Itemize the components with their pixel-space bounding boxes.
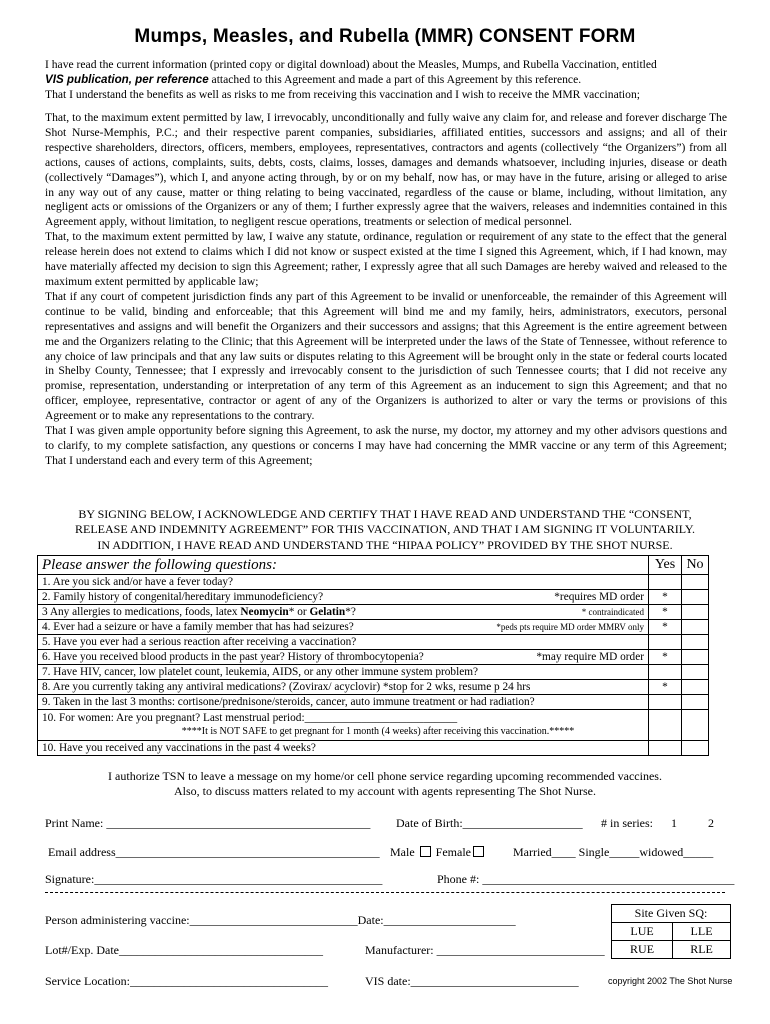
- no-cell[interactable]: [682, 605, 709, 620]
- signature-field[interactable]: Signature:________________________________________________: [45, 872, 383, 886]
- pregnancy-warning: ****It is NOT SAFE to get pregnant for 1 month (4 weeks) after receiving this vaccination.*****: [181, 726, 575, 737]
- yes-cell[interactable]: *: [649, 590, 682, 605]
- gelatin-text: Gelatin: [309, 606, 346, 618]
- male-label: Male: [390, 845, 415, 859]
- no-cell[interactable]: [682, 695, 709, 710]
- intro-section: [45, 58, 727, 103]
- site-option-lue[interactable]: LUE: [612, 923, 673, 941]
- series-option-1[interactable]: 1: [671, 816, 677, 830]
- table-row: [38, 695, 709, 710]
- yes-cell[interactable]: *: [649, 650, 682, 665]
- yes-cell[interactable]: [649, 710, 682, 741]
- paragraph-statute: That, to the maximum extent permitted by law, I waive any statute, ordinance, regulation or requirement of any state to the effect that the general release herein does not extend to claims which I did not know or suspect existed at the time I signed this Agreement, which, if I had known, may have materially affected my decision to sign this Agreement; rather, I expressly agree that all such Damages are hereby waived and released to the maximum extent permitted by applicable law;: [45, 230, 727, 288]
- series-option-2[interactable]: 2: [708, 816, 714, 830]
- no-cell[interactable]: [682, 575, 709, 590]
- question-cell: [38, 620, 649, 635]
- marital-status-field[interactable]: Married____ Single_____widowed_____: [513, 845, 714, 859]
- table-row: [38, 620, 709, 635]
- question-note: *peds pts require MD order MMRV only: [496, 622, 644, 632]
- question-text: 4. Ever had a seizure or have a family member that has had seizures?: [42, 621, 354, 633]
- table-row: [38, 710, 709, 741]
- question-text: 3 Any allergies to medications, foods, latex: [42, 606, 241, 618]
- yes-cell[interactable]: [649, 665, 682, 680]
- authorization-line-1: I authorize TSN to leave a message on my home/or cell phone service regarding upcoming recommended vaccines.: [108, 769, 662, 783]
- site-option-rue[interactable]: RUE: [612, 941, 673, 959]
- questions-table: [37, 555, 709, 756]
- table-row: [38, 605, 709, 620]
- acknowledgement: [35, 507, 735, 553]
- vis-date-field[interactable]: VIS date:____________________________: [365, 974, 579, 988]
- no-cell[interactable]: [682, 710, 709, 741]
- intro-line-2: [45, 73, 727, 88]
- question-note: * contraindicated: [581, 607, 644, 617]
- female-checkbox[interactable]: [473, 846, 484, 857]
- question-text: 9. Taken in the last 3 months: cortisone/prednisone/steroids, cancer, auto immune treatment or had radiation?: [38, 695, 649, 710]
- intro-line-3: That I understand the benefits as well as risks to me from receiving this vaccination and I wish to receive the MMR vaccination;: [45, 87, 640, 101]
- yes-cell[interactable]: [649, 575, 682, 590]
- site-given-title: Site Given SQ:: [612, 905, 731, 923]
- table-row: [38, 590, 709, 605]
- question-text: 8. Are you currently taking any antiviral medications? (Zovirax/ acyclovir) *stop for 2 wks, resume p 24 hrs: [38, 680, 649, 695]
- yes-cell[interactable]: *: [649, 605, 682, 620]
- gender-selection: [390, 845, 486, 860]
- yes-cell[interactable]: [649, 635, 682, 650]
- yes-header: Yes: [649, 556, 682, 575]
- vis-reference: VIS publication, per reference: [45, 72, 209, 86]
- email-field[interactable]: Email address____________________________________________: [48, 845, 380, 859]
- table-row: [38, 741, 709, 756]
- no-cell[interactable]: [682, 665, 709, 680]
- administering-field[interactable]: Person administering vaccine:____________________________Date:______________________: [45, 913, 516, 927]
- divider: [45, 892, 725, 893]
- yes-cell[interactable]: *: [649, 680, 682, 695]
- release-terms: [45, 111, 727, 469]
- no-cell[interactable]: [682, 741, 709, 756]
- table-row: [38, 635, 709, 650]
- ack-line-2: RELEASE AND INDEMNITY AGREEMENT” FOR THIS VACCINATION, AND THAT I AM SIGNING IT VOLUNTARILY.: [75, 522, 695, 537]
- site-given-table: [611, 904, 731, 959]
- table-row: [38, 680, 709, 695]
- question-text: 2. Family history of congenital/hereditary immunodeficiency?: [42, 591, 324, 603]
- print-name-field[interactable]: Print Name: ____________________________________________: [45, 816, 371, 830]
- table-row: [38, 575, 709, 590]
- ack-line-3: IN ADDITION, I HAVE READ AND UNDERSTAND THE “HIPAA POLICY” PROVIDED BY THE SHOT NURSE.: [97, 537, 673, 552]
- question-cell: [38, 710, 649, 741]
- no-header: No: [682, 556, 709, 575]
- phone-field[interactable]: Phone #: __________________________________________: [437, 872, 735, 886]
- question-text: 5. Have you ever had a serious reaction after receiving a vaccination?: [38, 635, 649, 650]
- question-text-mid: * or: [288, 606, 310, 618]
- yes-cell[interactable]: [649, 695, 682, 710]
- page-title: Mumps, Measles, and Rubella (MMR) CONSENT FORM: [134, 26, 636, 47]
- no-cell[interactable]: [682, 590, 709, 605]
- site-option-lle[interactable]: LLE: [673, 923, 731, 941]
- site-option-rle[interactable]: RLE: [673, 941, 731, 959]
- dob-field[interactable]: Date of Birth:____________________: [396, 816, 583, 830]
- question-text: 10. Have you received any vaccinations in the past 4 weeks?: [38, 741, 649, 756]
- service-location-field[interactable]: Service Location:_________________________________: [45, 974, 328, 988]
- yes-cell[interactable]: [649, 741, 682, 756]
- question-cell: [38, 605, 649, 620]
- questions-header-row: [38, 556, 709, 575]
- question-text: 7. Have HIV, cancer, low platelet count, leukemia, AIDS, or any other immune system problem?: [38, 665, 649, 680]
- male-checkbox[interactable]: [420, 846, 431, 857]
- neomycin-text: Neomycin: [240, 606, 289, 618]
- question-text: 6. Have you received blood products in the past year? History of thrombocytopenia?: [42, 651, 424, 663]
- intro-line-2-rest: attached to this Agreement and made a part of this Agreement by this reference.: [208, 72, 582, 86]
- question-text: 1. Are you sick and/or have a fever today?: [38, 575, 649, 590]
- no-cell[interactable]: [682, 620, 709, 635]
- question-text-post: *?: [345, 606, 356, 618]
- manufacturer-field[interactable]: Manufacturer: ____________________________: [365, 943, 605, 957]
- intro-line-1: I have read the current information (printed copy or digital download) about the Measles, Mumps, and Rubella Vaccination, entitled: [45, 58, 657, 71]
- table-row: [38, 650, 709, 665]
- questions-header: Please answer the following questions:: [38, 556, 649, 575]
- question-note: *requires MD order: [554, 591, 644, 603]
- question-text: 10. For women: Are you pregnant? Last menstrual period:___________________________: [42, 712, 458, 724]
- paragraph-opportunity: That I was given ample opportunity before signing this Agreement, to ask the nurse, my doctor, my attorney and my other advisors questions and to clarify, to my complete satisfaction, any questions or concerns I may have had concerning the MMR vaccine or any term of this Agreement; That I understand each and every term of this Agreement;: [45, 424, 727, 467]
- female-label: Female: [435, 845, 471, 859]
- authorization: [0, 769, 770, 800]
- table-row: [38, 665, 709, 680]
- question-cell: [38, 650, 649, 665]
- paragraph-jurisdiction: That if any court of competent jurisdiction finds any part of this Agreement to be invalid or unenforceable, the remainder of this Agreement will continue to be valid, binding and enforceable; that this Agreement will bind me and my family, heirs, administrators, executors, personal representatives and assigns and will benefit the Organizers and their successors and assigns; that this Agreement is the entire agreement between me and the Organizers relating to the Clinic; that this Agreement will be interpreted under the laws of the State of Tennessee, without reference to any choice of law principals and that any law suits or disputes relating to this Agreement will be brought only in the state or federal courts located in Shelby County, Tennessee; that I expressly and irrevocably consent to the jurisdiction of such Tennessee courts; that I did not receive any promise, representation, understanding or interpretation of any term of this Agreement as an inducement to sign this Agreement; and that no officer, employee, representative, contractor or agent of any of the Organizers is authorized to alter or vary the terms or provisions of this Agreement or to make any representations to the contrary.: [45, 289, 727, 423]
- no-cell[interactable]: [682, 635, 709, 650]
- ack-line-1: BY SIGNING BELOW, I ACKNOWLEDGE AND CERTIFY THAT I HAVE READ AND UNDERSTAND THE “CONSENT,: [78, 507, 692, 521]
- question-note: *may require MD order: [536, 651, 644, 663]
- copyright: copyright 2002 The Shot Nurse: [608, 976, 733, 986]
- no-cell[interactable]: [682, 680, 709, 695]
- yes-cell[interactable]: *: [649, 620, 682, 635]
- paragraph-waiver: That, to the maximum extent permitted by law, I irrevocably, unconditionally and fully waive any claim for, and release and forever discharge The Shot Nurse-Memphis, P.C.; and their respective parent companies, subsidiaries, affiliated entities, successors and assigns; and all of their respective shareholders, directors, officers, members, employees, representatives, contractors and agents (collectively “the Organizers”) from all actions, causes of actions, complaints, suits, debts, costs, claims, losses, damages and demands whatsoever, including injuries, disease or death (collectively “Damages”), which I, and anyone acting through, by or on my behalf, now has, or may have in the future, arising or alleged to arise in any way out of any cause, matter or thing relating to being vaccinated, regardless of the cause or blame, including, without limitation, any negligent acts or omissions of the Organizers or any of them; I further expressly agree that the waivers, releases and indemnities contained in this Agreement apply, without limitation, to negligent rescue operations, treatments or selection of medical personnel.: [45, 111, 727, 229]
- no-cell[interactable]: [682, 650, 709, 665]
- series-label: # in series:: [601, 816, 653, 830]
- authorization-line-2: Also, to discuss matters related to my account with agents representing The Shot Nurse.: [173, 784, 597, 799]
- lot-exp-field[interactable]: Lot#/Exp. Date__________________________________: [45, 943, 323, 957]
- question-cell: [38, 590, 649, 605]
